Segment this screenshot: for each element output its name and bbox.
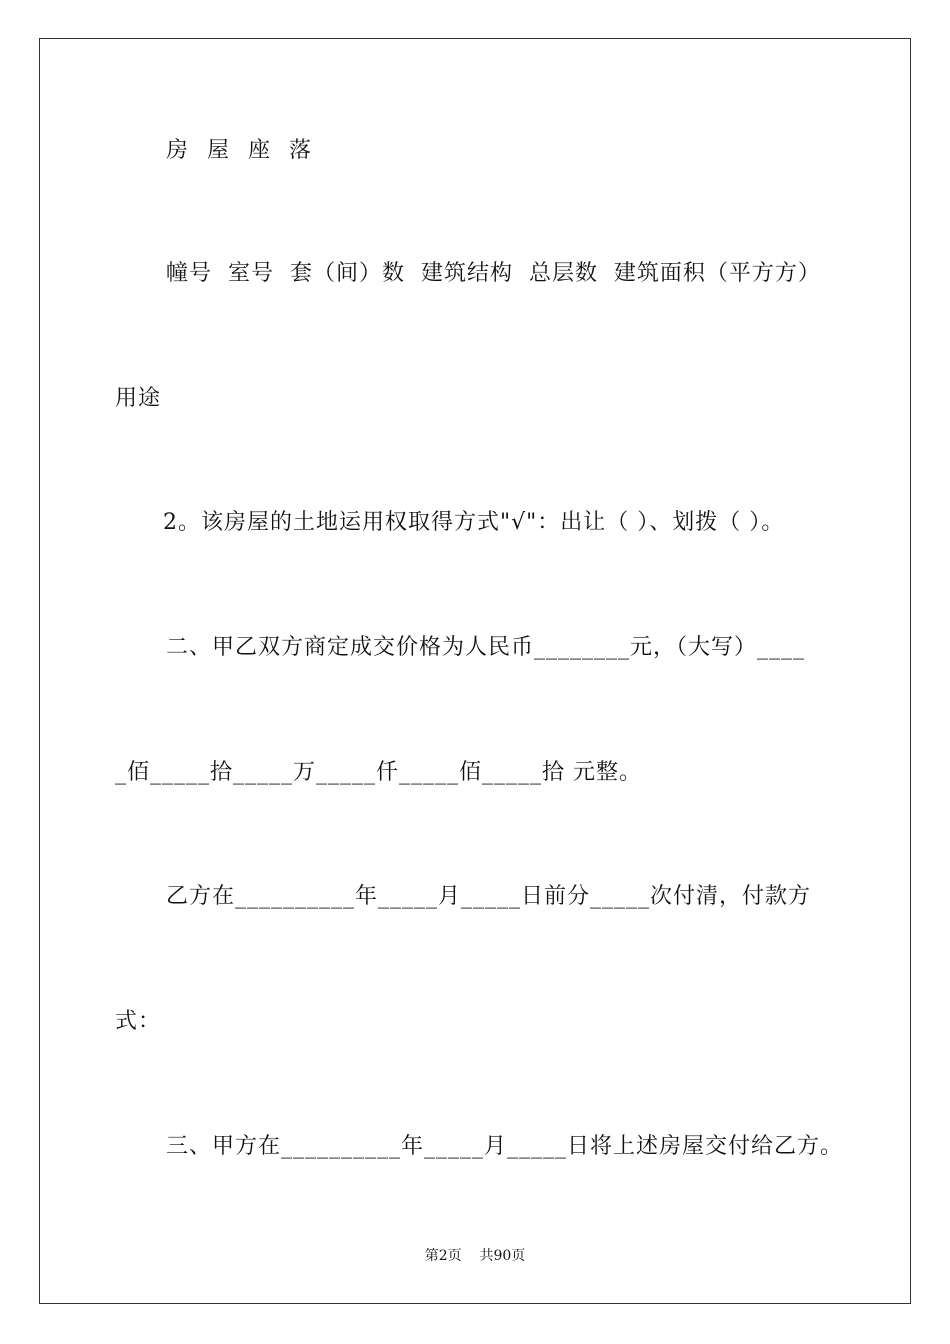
text-line-price: 二、甲乙双方商定成交价格为人民币________元，（大写）____: [166, 635, 806, 660]
text-line-house-location: 房 屋 座 落: [166, 138, 317, 163]
text-line-price-uppercase: _佰_____拾_____万_____仟_____佰_____拾 元整。: [115, 760, 642, 785]
text-line-payment-schedule: 乙方在__________年_____月_____日前分_____次付清，付款方: [166, 884, 812, 909]
text-line-land-rights: 2。该房屋的土地运用权取得方式"√"：出让（ ）、划拨（ ）。: [163, 510, 785, 535]
text-line-table-headers: 幢号 室号 套（间）数 建筑结构 总层数 建筑面积（平方方）: [166, 261, 821, 286]
page-border: [39, 38, 911, 1304]
text-line-usage: 用途: [115, 386, 162, 411]
text-line-delivery: 三、甲方在__________年_____月_____日将上述房屋交付给乙方。: [166, 1134, 844, 1159]
page-footer: 第2页 共90页: [424, 1248, 526, 1264]
text-line-payment-method: 式：: [115, 1009, 162, 1034]
